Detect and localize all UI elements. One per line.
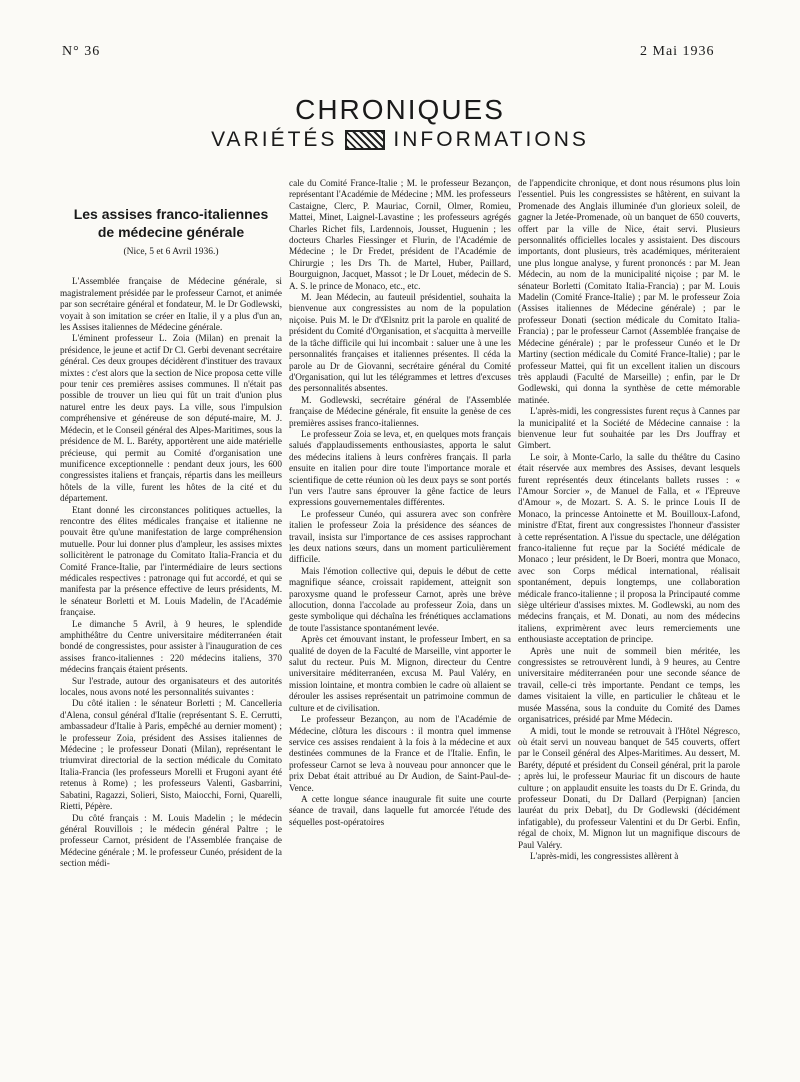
masthead-word-left: VARIÉTÉS — [211, 128, 338, 152]
article-column-2 — [289, 178, 511, 1058]
paragraph: A cette longue séance inaugurale fit suite une courte séance de travail, dans laquelle fut amorcée l'étude des séquelles post-opératoires — [289, 793, 511, 827]
paragraph: Le dimanche 5 Avril, à 9 heures, le splendide amphithéâtre du Centre universitaire méditerranéen était bondé de congressistes, pour assister à l'inauguration de ces assises franco-italiennes : 220 médecins italiens, 370 médecins français étaient présents. — [60, 618, 282, 675]
issue-date: 2 Mai 1936 — [640, 44, 715, 59]
paragraph: Le professeur Cunéo, qui assurera avec son confrère italien le professeur Zoia la présidence des séances de travail, insista sur l'importance de ces assises rapprochant les deux nations sœurs, dans un moment particulièrement difficile. — [289, 508, 511, 565]
paragraph: Le professeur Zoia se leva, et, en quelques mots français salués d'applaudissements enthousiastes, apporta le salut des médecins italiens à leurs confrères français. Il parla ensuite en italien pour dire toute l'importance morale et scientifique de cette réunion où les deux pays se sont portés l'un vers l'autre sans éprouver la gêne factice de leurs expressions gouvernementales différentes. — [289, 428, 511, 508]
paragraph: Etant donné les circonstances politiques actuelles, la rencontre des élites médicales française et italienne ne pouvait être qu'une manifestation de large compréhension mutuelle. Pour lui donner plus d'ampleur, les assises mixtes sollicitèrent le patronage du Comitato Italia-Francia et du Comité France-Italie, par l'intermédiaire de leurs sections médicales respectives : patronage qui fut accordé, et qui se manifesta par la présence effective de leurs présidents, M. le sénateur Borletti et M. Louis Madelin, de l'Académie française. — [60, 504, 282, 618]
paragraph: Du côté italien : le sénateur Borletti ; M. Cancelleria d'Alena, consul général d'Italie (représentant S. E. Cerrutti, ambassadeur d'Italie à Paris, empêché au dernier moment) ; le professeur Zoia, président des Assises italiennes de Médecine ; le professeur Donati (Milan), représentant le triumvirat directorial de la section médicale du Comitato Italia-Francia (les professeurs Morelli et Frugoni ayant été retenus à Rome) ; les professeurs Valenti, Gasbarrini, Sabatini, Ragazzi, Solieri, Sisto, Maiocchi, Forni, Quarelli, Rietti, Pépère. — [60, 698, 282, 812]
article-subtitle: (Nice, 5 et 6 Avril 1936.) — [123, 247, 219, 257]
masthead-title: CHRONIQUES — [295, 94, 505, 125]
article-title-line-1: Les assises franco-italiennes — [73, 206, 269, 222]
paragraph: L'Assemblée française de Médecine générale, si magistralement présidée par le professeur Carnot, et animée par son secrétaire général et fondateur, M. le Dr Godlewski, voyait à son imitation se créer en Italie, il y a plus d'un an, les Assises italiennes de Médecine générale. — [60, 276, 282, 333]
article-title — [60, 205, 282, 241]
paragraph: A midi, tout le monde se retrouvait à l'Hôtel Négresco, où était servi un nouveau banquet de 545 couverts, offert par le Conseil général des Alpes-Maritimes. Au dessert, M. Baréty, député et président du Conseil général, prit la parole ; après lui, le professeur Mauriac fit un discours de haute culture ; on applaudit ensuite les toasts du Dr E. Grinda, du professeur Donati, du Dr Dallard (Perpignan) [ancien lauréat du prix Debat], du Dr Godlewski (décidément infatigable), du professeur Valentini et du Dr Gerbi. Enfin, régal de choix, M. Mignon lut un magnifique discours de Paul Valéry. — [518, 725, 740, 850]
paragraph: Le professeur Bezançon, au nom de l'Académie de Médecine, clôtura les discours : il montra quel immense service ces assises rendaient à la fois à la médecine et aux destinées communes de la France et de l'Italie. Enfin, le professeur Carnot se leva à nouveau pour annoncer que le prix Debat était attribué au Dr Audion, de Saint-Paul-de-Vence. — [289, 714, 511, 793]
article-column-3 — [518, 178, 740, 1058]
paragraph: Mais l'émotion collective qui, depuis le début de cette magnifique séance, croissait rapidement, atteignit son paroxysme quand le professeur Carnot, après une brève allocution, donna l'accolade au professeur Zoia, dans un geste symbolique qui déchaîna les frénétiques acclamations de toute l'assistance spontanément levée. — [289, 565, 511, 633]
paragraph: Après cet émouvant instant, le professeur Imbert, en sa qualité de doyen de la Faculté de Marseille, vint apporter le salut du recteur. Puis M. Mignon, directeur du Centre universitaire méditerranéen, excusa M. Paul Valéry, en mission lointaine, et montra combien le cadre où allaient se dérouler les assises représentait un patrimoine commun de culture et de civilisation. — [289, 634, 511, 713]
paragraph: Le soir, à Monte-Carlo, la salle du théâtre du Casino était réservée aux membres des Assises, devant lesquels furent représentés deux étincelants ballets russes : « l'Amour Sorcier », de Manuel de Falla, et « l'Epreuve d'Amour », de Mozart. S. A. S. le prince Louis II de Monaco, la princesse Antoinette et M. Bouilloux-Lafond, ministre d'Etat, firent aux congressistes l'honneur d'assister à cette représentation. A l'issue du spectacle, une délégation franco-italienne fut reçue par la Société médicale de Monaco ; leur président, le Dr Boeri, montra que Monaco, avec son Corps médical international, réalisait spontanément, depuis longtemps, une collaboration médicale franco-italienne ; il proposa la Principauté comme siège ultérieur d'assises mixtes. M. Godlewski, au nom des médecins français, et M. Donati, au nom des médecins italiens, exprimèrent avec leurs remerciements une enthousiaste acceptation de principe. — [518, 451, 740, 645]
ornament-icon — [345, 130, 385, 150]
paragraph: M. Godlewski, secrétaire général de l'Assemblée française de Médecine générale, fit ensuite la genèse de ces premières assises franco-italiennes. — [289, 394, 511, 428]
article-title-line-2: de médecine générale — [97, 224, 245, 240]
masthead-word-right: INFORMATIONS — [393, 128, 589, 152]
paragraph: Après une nuit de sommeil bien méritée, les congressistes se retrouvèrent lundi, à 9 heures, au Centre universitaire méditerranéen pour une seconde séance de travail, celle-ci très importante. Pendant ce temps, les dames visitaient la ville, en particulier le château et le musée Masséna, sous la conduite du Comité des Dames organisatrices, présidé par Mme Médecin. — [518, 645, 740, 725]
issue-number: N° 36 — [62, 44, 101, 59]
paragraph: L'après-midi, les congressistes allèrent à — [530, 850, 679, 861]
paragraph: de l'appendicite chronique, et dont nous résumons plus loin l'essentiel. Puis les congressistes se hâtèrent, en suivant la Promenade des Anglais illuminée d'un glorieux soleil, de gagner la Jetée-Promenade, où un banquet de 650 couverts, offert par la ville de Nice, était servi. Plusieurs personnalités officielles locales y assistaient. Des discours importants, dont plusieurs, très académiques, mériteraient une plus longue analyse, y furent prononcés : par M. Jean Médecin, au nom de la municipalité niçoise ; par M. le sénateur Borletti (Comitato Italia-Francia) ; par M. Louis Madelin (Comité France-Italie) ; par M. le professeur Zoia (Assises italiennes de Médecine générale) ; par le professeur Donati (section médicale du Comitato Italia-Francia) ; par le professeur Carnot (Assemblée française de Médecine générale) ; par le professeur Cunéo et le Dr Martiny (section médicale du Comité France-Italie) ; par le professeur Mattei, qui fit un excellent italien un discours très applaudi (Faculté de Marseille) ; enfin, par le Dr Godlewski, qui donna la synthèse de cette mémorable matinée. — [518, 178, 740, 405]
paragraph: Sur l'estrade, autour des organisateurs et des autorités locales, nous avons noté les personnalités suivantes : — [60, 675, 282, 698]
paragraph: M. Jean Médecin, au fauteuil présidentiel, souhaita la bienvenue aux congressistes au nom de la population niçoise. Puis M. le Dr d'Œlsnitz prit la parole en qualité de président du Comité d'Organisation, et s'acquitta à merveille de la tâche difficile qui lui incombait : saluer une à une les personnalités françaises et italiennes présentes. Il céda la parole au Dr de Giovanni, secrétaire général du Comité d'Organisation, qui lut les télégrammes et lettres d'excuses des personnalités absentes. — [289, 292, 511, 394]
paragraph: cale du Comité France-Italie ; M. le professeur Bezançon, représentant l'Académie de Médecine ; MM. les professeurs Castaigne, Clerc, P. Mauriac, Cornil, Olmer, Romieu, Mattei, Minet, Laignel-Lavastine ; les professeurs agrégés Charles Richet fils, Lardennois, Jousset, Huguenin ; les docteurs Charles Fiessinger et Flurin, de l'Académie de Médecine ; le Dr Fredet, président de l'Académie de Chirurgie ; les Drs Th. de Martel, Huber, Paillard, Bourguignon, Jacquet, Massot ; le Dr Louet, médecin de S. A. S. le prince de Monaco, etc., etc. — [289, 178, 511, 291]
article-column-1 — [60, 205, 282, 1055]
paragraph: L'éminent professeur L. Zoia (Milan) en prenait la présidence, le jeune et actif Dr Cl. Gerbi devenant secrétaire général. Ces deux groupes décidèrent d'instituer des travaux mixtes : c'est alors que la section de Nice proposa cette ville pour tenir ces premières assises communes. Il n'était pas possible de trouver un lieu qui fût un trait d'union plus naturel entre les deux pays. La ville, sous l'impulsion compréhensive et généreuse de son député-maire, M. J. Médecin, et le Conseil général des Alpes-Maritimes, sous la présidence de M. L. Baréty, apportèrent une aide matérielle précieuse, qui permit au Comité d'organisation une munificence exceptionnelle : pendant deux jours, les 600 congressistes italiens et français, répartis dans les meilleurs hôtels de la ville, furent les hôtes de la cité et du département. — [60, 333, 282, 504]
masthead-subtitle — [0, 128, 800, 152]
paragraph: Du côté français : M. Louis Madelin ; le médecin général Rouvillois ; le médecin général Paltre ; le professeur Carnot, président de l'Assemblée française de Médecine générale ; M. le professeur Cunéo, président de la section médi- — [60, 812, 282, 869]
paragraph: L'après-midi, les congressistes furent reçus à Cannes par la municipalité et la Société de Médecine cannaise : la bienvenue leur fut souhaitée par les Drs Jouffray et Gimbert. — [518, 406, 740, 451]
